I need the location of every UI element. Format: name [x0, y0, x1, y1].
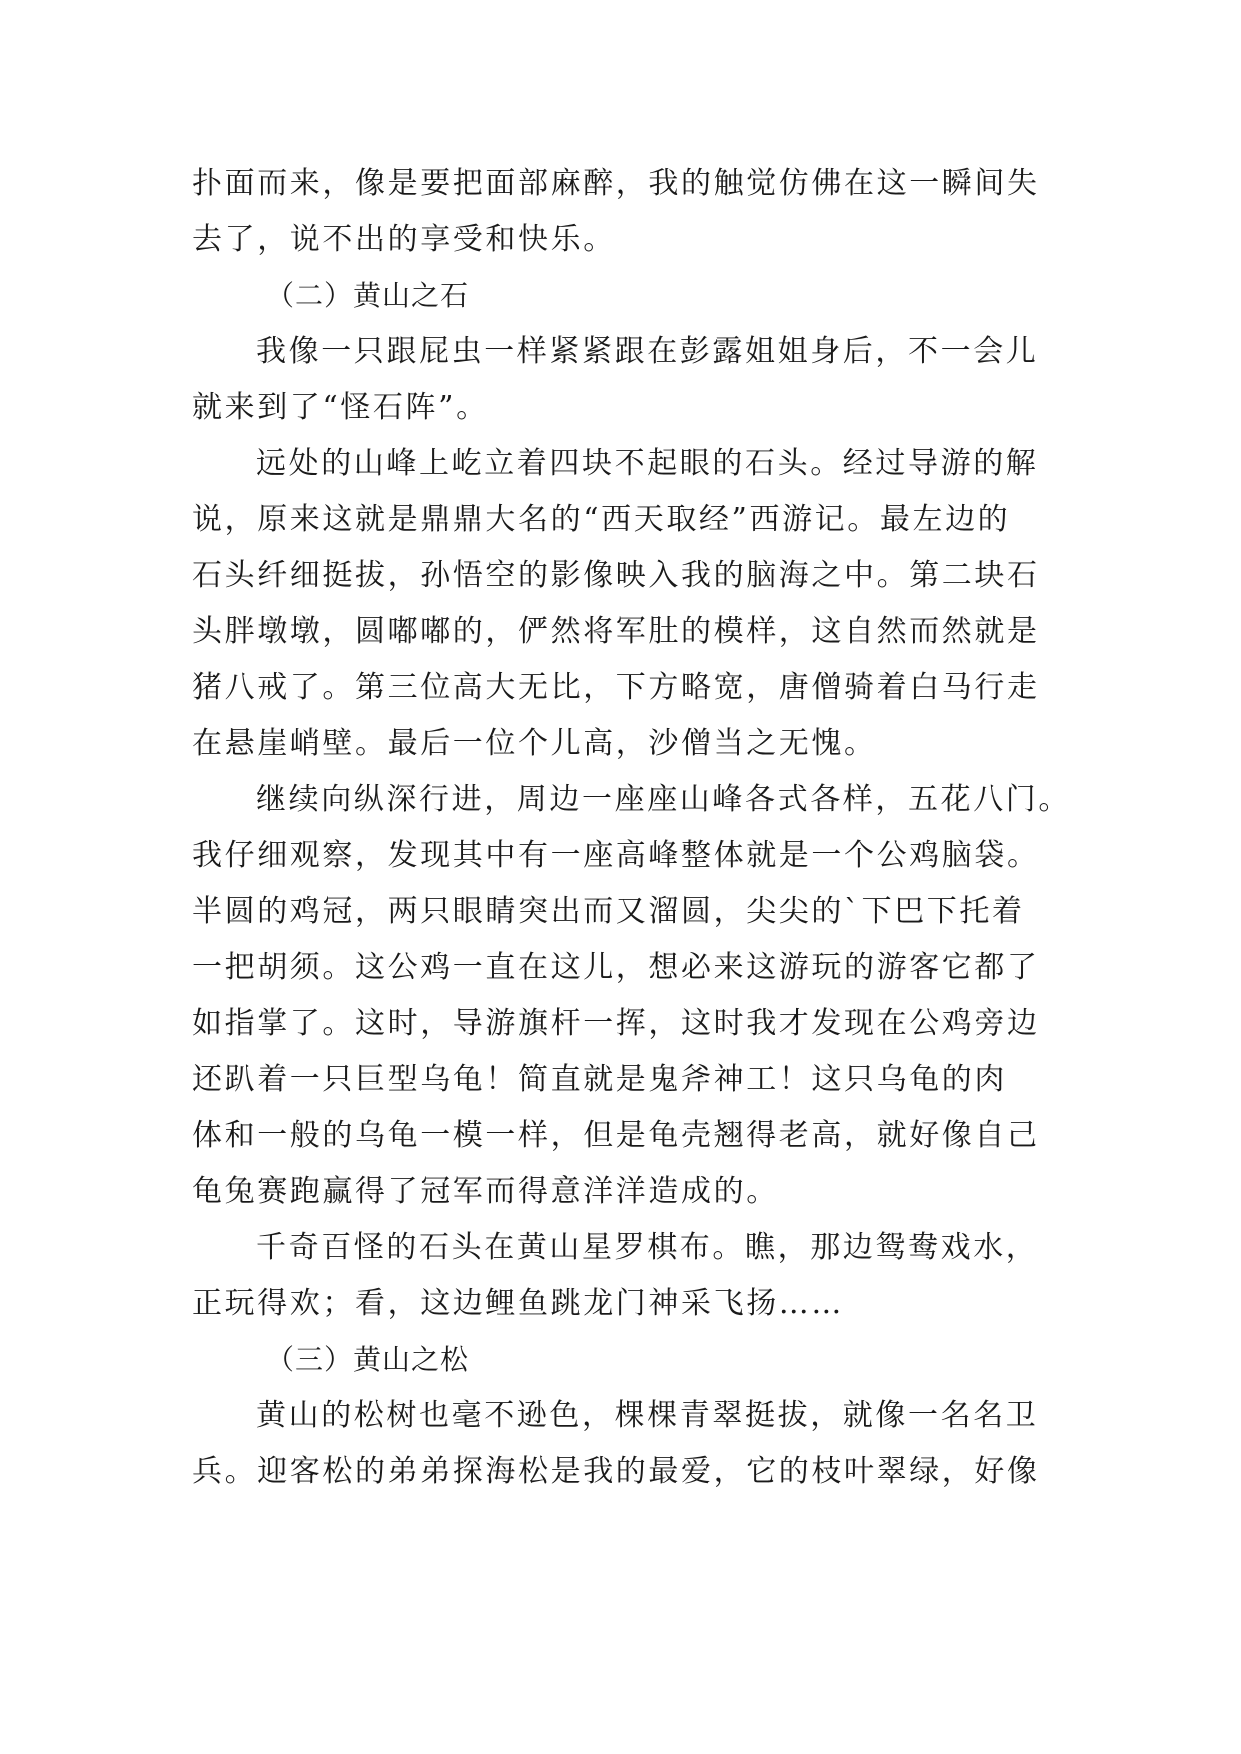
text-line: 我仔细观察，发现其中有一座高峰整体就是一个公鸡脑袋。 — [192, 838, 1040, 873]
paragraph-start: 我像一只跟屁虫一样紧紧跟在彭露姐姐身后，不一会儿 — [256, 334, 1039, 369]
document-body — [192, 156, 1071, 1500]
text-line: 还趴着一只巨型乌龟！简直就是鬼斧神工！这只乌龟的肉 — [192, 1062, 1007, 1097]
section-heading: （二）黄山之石 — [266, 279, 470, 312]
text-line: 说，原来这就是鼎鼎大名的“西天取经”西游记。最左边的 — [192, 502, 1011, 537]
text-line: 头胖墩墩，圆嘟嘟的，俨然将军肚的模样，这自然而然就是 — [192, 614, 1040, 649]
text-line: 去了，说不出的享受和快乐。 — [192, 222, 616, 257]
text-line: 龟兔赛跑赢得了冠军而得意洋洋造成的。 — [192, 1174, 779, 1209]
text-line: 一把胡须。这公鸡一直在这儿，想必来这游玩的游客它都了 — [192, 950, 1040, 985]
section-heading: （三）黄山之松 — [266, 1343, 470, 1376]
text-line: 在悬崖峭壁。最后一位个儿高，沙僧当之无愧。 — [192, 726, 877, 761]
text-line: 就来到了“怪石阵”。 — [192, 390, 489, 425]
text-line: 如指掌了。这时，导游旗杆一挥，这时我才发现在公鸡旁边 — [192, 1006, 1040, 1041]
text-line: 半圆的鸡冠，两只眼睛突出而又溜圆，尖尖的`下巴下托着 — [192, 894, 1025, 929]
text-line: 兵。迎客松的弟弟探海松是我的最爱，它的枝叶翠绿，好像 — [192, 1454, 1040, 1489]
paragraph-start: 黄山的松树也毫不逊色，棵棵青翠挺拔，就像一名名卫 — [256, 1398, 1039, 1433]
paragraph-start: 继续向纵深行进，周边一座座山峰各式各样，五花八门。 — [256, 782, 1071, 817]
paragraph-start: 千奇百怪的石头在黄山星罗棋布。瞧，那边鸳鸯戏水， — [256, 1230, 1039, 1265]
text-line: 体和一般的乌龟一模一样，但是龟壳翘得老高，就好像自己 — [192, 1118, 1040, 1153]
text-line: 石头纤细挺拔，孙悟空的影像映入我的脑海之中。第二块石 — [192, 558, 1040, 593]
text-line: 猪八戒了。第三位高大无比，下方略宽，唐僧骑着白马行走 — [192, 670, 1040, 705]
paragraph-start: 远处的山峰上屹立着四块不起眼的石头。经过导游的解 — [256, 446, 1039, 481]
text-line: 正玩得欢；看，这边鲤鱼跳龙门神采飞扬…… — [192, 1286, 844, 1321]
text-line: 扑面而来，像是要把面部麻醉，我的触觉仿佛在这一瞬间失 — [192, 166, 1040, 201]
